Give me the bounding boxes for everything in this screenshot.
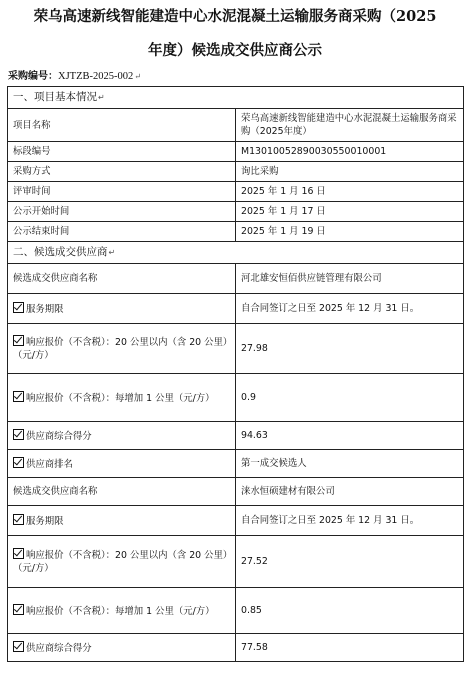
row-label: 响应报价（不含税）：每增加 1 公里（元/方）	[8, 588, 236, 634]
table-row	[8, 222, 464, 242]
row-value: 自合同签订之日至 2025 年 12 月 31 日。	[236, 506, 464, 536]
checkbox-checked-icon	[13, 548, 24, 559]
checkbox-checked-icon	[13, 514, 24, 525]
procurement-number-value: XJTZB-2025-002	[58, 71, 134, 82]
procurement-number-line	[0, 68, 470, 86]
table-row	[8, 162, 464, 182]
row-label: 公示开始时间	[8, 202, 236, 222]
checkbox-checked-icon	[13, 335, 24, 346]
row-value: 0.9	[236, 374, 464, 422]
table-row	[8, 478, 464, 506]
table-row	[8, 182, 464, 202]
row-value: 询比采购	[236, 162, 464, 182]
row-label: 供应商综合得分	[8, 422, 236, 450]
checkbox-checked-icon	[13, 641, 24, 652]
row-value: 第一成交候选人	[236, 450, 464, 478]
notice-title-line1: 荣乌高速新线智能建造中心水泥混凝土运输服务商采购（2025	[33, 8, 437, 25]
table-row	[8, 536, 464, 588]
checkbox-checked-icon	[13, 391, 24, 402]
row-label: 服务期限	[8, 506, 236, 536]
checkbox-checked-icon	[13, 302, 24, 313]
row-label: 公示结束时间	[8, 222, 236, 242]
row-value: 自合同签订之日至 2025 年 12 月 31 日。	[236, 294, 464, 324]
section-title-basic-info: 一、项目基本情况↵	[8, 87, 464, 109]
row-label: 项目名称	[8, 109, 236, 142]
paragraph-mark-icon: ↵	[134, 72, 141, 81]
table-row	[8, 294, 464, 324]
row-value: 27.52	[236, 536, 464, 588]
row-value: 涞水恒硕建材有限公司	[236, 478, 464, 506]
row-value: M13010052890030550010001	[236, 142, 464, 162]
row-label: 供应商综合得分	[8, 634, 236, 662]
checkbox-checked-icon	[13, 429, 24, 440]
row-value: 河北雄安恒佰供应链管理有限公司	[236, 264, 464, 294]
row-label: 候选成交供应商名称	[8, 478, 236, 506]
table-row	[8, 588, 464, 634]
notice-table	[7, 86, 464, 662]
row-label: 响应报价（不含税）：每增加 1 公里（元/方）	[8, 374, 236, 422]
table-row	[8, 634, 464, 662]
table-row	[8, 264, 464, 294]
table-row	[8, 109, 464, 142]
row-label: 响应报价（不含税）：20 公里以内（含 20 公里）（元/方）	[8, 324, 236, 374]
table-row	[8, 374, 464, 422]
table-row	[8, 450, 464, 478]
table-row	[8, 202, 464, 222]
table-row	[8, 422, 464, 450]
row-value: 2025 年 1 月 17 日	[236, 202, 464, 222]
row-label: 服务期限	[8, 294, 236, 324]
section-row	[8, 87, 464, 109]
row-value: 94.63	[236, 422, 464, 450]
checkbox-checked-icon	[13, 604, 24, 615]
row-value: 77.58	[236, 634, 464, 662]
row-label: 评审时间	[8, 182, 236, 202]
row-label: 响应报价（不含税）：20 公里以内（含 20 公里）（元/方）	[8, 536, 236, 588]
row-value: 荣乌高速新线智能建造中心水泥混凝土运输服务商采购（2025年度）	[236, 109, 464, 142]
notice-title-line2: 年度）候选成交供应商公示	[148, 42, 322, 59]
table-row	[8, 142, 464, 162]
row-value: 0.85	[236, 588, 464, 634]
procurement-number-label: 采购编号：	[8, 71, 58, 82]
row-label: 供应商排名	[8, 450, 236, 478]
row-value: 27.98	[236, 324, 464, 374]
table-row	[8, 324, 464, 374]
section-row	[8, 242, 464, 264]
row-value: 2025 年 1 月 16 日	[236, 182, 464, 202]
checkbox-checked-icon	[13, 457, 24, 468]
section-title-candidates: 二、候选成交供应商↵	[8, 242, 464, 264]
row-value: 2025 年 1 月 19 日	[236, 222, 464, 242]
row-label: 候选成交供应商名称	[8, 264, 236, 294]
row-label: 标段编号	[8, 142, 236, 162]
row-label: 采购方式	[8, 162, 236, 182]
table-row	[8, 506, 464, 536]
